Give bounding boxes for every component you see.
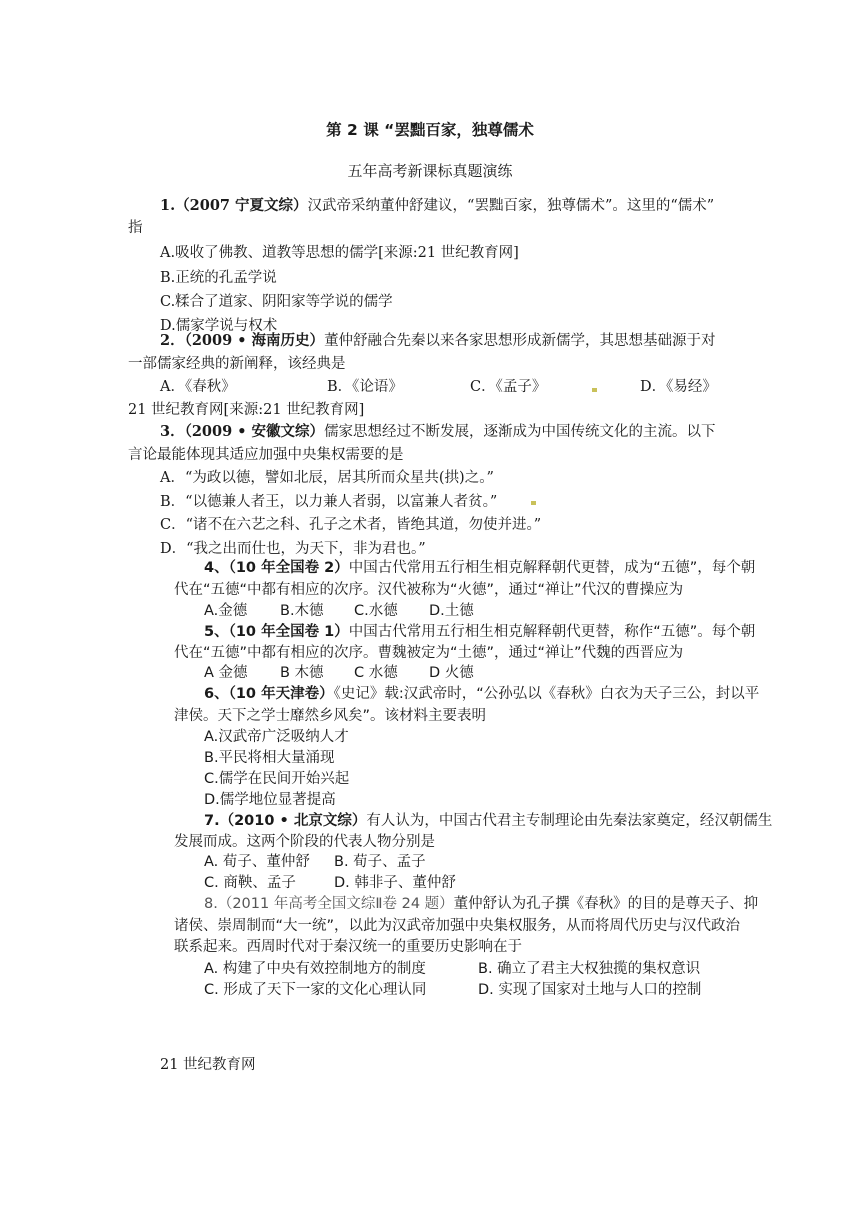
question-2-stem bbox=[160, 331, 716, 351]
question-8-options-row1 bbox=[204, 959, 724, 979]
question-2-source: 2．（2009 • 海南历史） bbox=[160, 332, 325, 349]
question-4-source: 4、（10 年全国卷 2） bbox=[204, 560, 349, 576]
question-4-stem-cont: 代在“五德“中都有相应的次序。汉代被称为“火德”，通过“禅让”代汉的曹操应为 bbox=[174, 582, 684, 598]
question-1-stem-cont: 指 bbox=[128, 220, 143, 236]
question-8-stem-cont: 诸侯、崇周制而“大一统”，以此为汉武帝加强中央集权服务，从而将周代历史与汉代政治 bbox=[174, 918, 741, 934]
question-3-option-c: C．“诸不在六艺之科、孔子之术者，皆绝其道，勿使并进。” bbox=[160, 517, 542, 533]
lesson-title: 第 2 课 “罢黜百家，独尊儒术 bbox=[326, 121, 534, 139]
question-2-stem-cont: 一部儒家经典的新阐释，该经典是 bbox=[128, 356, 346, 372]
question-8-option-a: A. 构建了中央有效控制地方的制度 bbox=[204, 961, 426, 977]
question-8-option-c: C. 形成了天下一家的文化心理认同 bbox=[204, 982, 427, 998]
question-3-option-b: B．“以德兼人者王，以力兼人者弱，以富兼人者贫。” bbox=[160, 494, 498, 510]
question-7-option-b: B. 荀子、孟子 bbox=[334, 854, 426, 870]
question-8-stem-cont2: 联系起来。西周时代对于秦汉统一的重要历史影响在于 bbox=[174, 939, 522, 955]
highlight-mark bbox=[592, 388, 597, 392]
question-8-option-b: B. 确立了君主大权独揽的集权意识 bbox=[478, 961, 701, 977]
question-5-option-b: B 木德 bbox=[280, 665, 324, 681]
question-5-option-d: D 火德 bbox=[429, 665, 474, 681]
question-6-source: 6、（10 年天津卷） bbox=[204, 686, 334, 702]
question-3-option-a: A．“为政以德，譬如北辰，居其所而众星共(拱)之。” bbox=[160, 470, 494, 486]
question-7-text: 有人认为，中国古代君主专制理论由先秦法家奠定，经汉朝儒生 bbox=[366, 813, 773, 829]
question-4-option-d: D.土德 bbox=[429, 603, 474, 619]
question-6-option-b: B.平民将相大量涌现 bbox=[204, 750, 335, 766]
question-2-option-a: A．《春秋》 bbox=[160, 379, 236, 395]
question-5-stem-cont: 代在“五德”中都有相应的次序。曹魏被定为“土德”，通过“禅让”代魏的西晋应为 bbox=[174, 645, 684, 661]
question-6-option-c: C.儒学在民间开始兴起 bbox=[204, 771, 350, 787]
question-7-option-c: C. 商鞅、孟子 bbox=[204, 875, 296, 891]
question-7-options-row1 bbox=[204, 852, 464, 872]
question-8-option-d: D. 实现了国家对土地与人口的控制 bbox=[478, 982, 702, 998]
question-4-options bbox=[204, 601, 524, 621]
question-8-options-row2 bbox=[204, 980, 724, 1000]
question-5-option-a: A 金德 bbox=[204, 665, 248, 681]
question-6-stem bbox=[204, 684, 759, 704]
question-5-options bbox=[204, 663, 524, 683]
question-8-text: 董仲舒认为孔子撰《春秋》的目的是尊天子、抑 bbox=[453, 896, 759, 912]
question-4-option-a: A.金德 bbox=[204, 603, 248, 619]
question-2-source-note: 21 世纪教育网[来源:21 世纪教育网] bbox=[128, 402, 365, 418]
question-4-option-c: C.水德 bbox=[354, 603, 398, 619]
question-3-stem-cont: 言论最能体现其适应加强中央集权需要的是 bbox=[128, 447, 404, 463]
question-8-stem bbox=[204, 894, 758, 914]
question-6-option-d: D.儒学地位显著提高 bbox=[204, 792, 336, 808]
question-1-source: 1.（2007 宁夏文综） bbox=[160, 197, 308, 214]
question-7-stem-cont: 发展而成。这两个阶段的代表人物分别是 bbox=[174, 834, 435, 850]
question-7-source: 7.（2010 • 北京文综） bbox=[204, 813, 367, 829]
question-4-option-b: B.木德 bbox=[280, 603, 324, 619]
question-4-text: 中国古代常用五行相生相克解释朝代更替，成为“五德”，每个朝 bbox=[348, 560, 756, 576]
question-8-source: 8.（2011 年高考全国文综Ⅱ卷 24 题） bbox=[204, 896, 454, 912]
question-7-option-a: A. 荀子、董仲舒 bbox=[204, 854, 310, 870]
question-5-stem bbox=[204, 622, 755, 642]
question-1-text: 汉武帝采纳董仲舒建议，“罢黜百家，独尊儒术”。这里的“儒术” bbox=[307, 198, 715, 214]
question-6-text: 《史记》载:汉武帝时，“公孙弘以《春秋》白衣为天子三公，封以平 bbox=[333, 686, 760, 702]
question-2-option-b: B．《论语》 bbox=[327, 379, 403, 395]
question-3-option-d: D．“我之出而仕也，为天下，非为君也。” bbox=[160, 541, 426, 557]
question-5-source: 5、（10 年全国卷 1） bbox=[204, 624, 349, 640]
question-5-text: 中国古代常用五行相生相克解释朝代更替，称作“五德”。每个朝 bbox=[348, 624, 756, 640]
question-7-options-row2 bbox=[204, 873, 464, 893]
question-6-option-a: A.汉武帝广泛吸纳人才 bbox=[204, 729, 349, 745]
question-7-option-d: D. 韩非子、董仲舒 bbox=[334, 875, 456, 891]
question-3-stem bbox=[160, 422, 716, 442]
question-1-option-a: A.吸收了佛教、道教等思想的儒学[来源:21 世纪教育网] bbox=[160, 245, 519, 261]
question-6-stem-cont: 津侯。天下之学士靡然乡风矣”。该材料主要表明 bbox=[174, 708, 487, 724]
question-2-text: 董仲舒融合先秦以来各家思想形成新儒学，其思想基础源于对 bbox=[324, 333, 716, 349]
question-2-option-c: C．《孟子》 bbox=[470, 379, 547, 395]
question-4-stem bbox=[204, 558, 755, 578]
question-1-option-c: C.糅合了道家、阴阳家等学说的儒学 bbox=[160, 294, 393, 310]
question-5-option-c: C 水德 bbox=[354, 665, 398, 681]
question-2-option-d: D．《易经》 bbox=[640, 379, 717, 395]
question-3-source: 3．（2009 • 安徽文综） bbox=[160, 423, 325, 440]
question-2-options bbox=[160, 377, 740, 397]
question-7-stem bbox=[204, 811, 772, 831]
footer-source: 21 世纪教育网 bbox=[160, 1057, 256, 1073]
question-1-stem bbox=[160, 196, 714, 216]
question-1-option-b: B.正统的孔孟学说 bbox=[160, 270, 277, 286]
question-1-option-d: D.儒家学说与权术 bbox=[160, 318, 278, 334]
highlight-mark bbox=[531, 501, 536, 505]
section-subtitle: 五年高考新课标真题演练 bbox=[347, 162, 513, 180]
question-3-text: 儒家思想经过不断发展，逐渐成为中国传统文化的主流。以下 bbox=[324, 424, 716, 440]
